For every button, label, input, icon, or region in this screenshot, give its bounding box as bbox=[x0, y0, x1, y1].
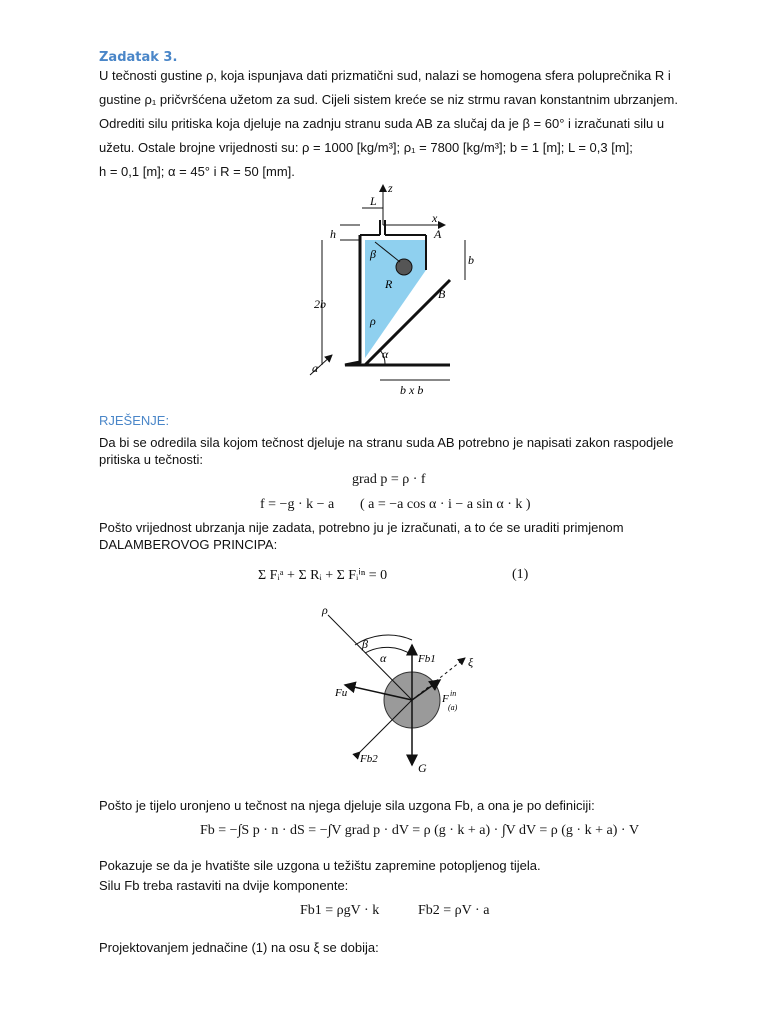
equation-a: ( a = −a cos α · i − a sin α · k ) bbox=[360, 497, 531, 512]
label-beta: β bbox=[370, 247, 376, 261]
task-statement bbox=[99, 64, 687, 184]
vessel-figure bbox=[300, 180, 490, 405]
statement-line: h = 0,1 [m]; α = 45° i R = 50 [mm]. bbox=[99, 164, 295, 179]
label-g: G bbox=[418, 761, 427, 775]
label-fb1: Fb1 bbox=[418, 653, 436, 665]
equation-dalambert: Σ Fᵢᵃ + Σ Rᵢ + Σ Fᵢⁱⁿ = 0 bbox=[258, 568, 388, 583]
paragraph-projection: Projektovanjem jednačine (1) na osu ξ se dobija: bbox=[99, 940, 379, 955]
force-figure bbox=[300, 600, 490, 780]
paragraph-accel-line: Pošto vrijednost ubrzanja nije zadata, potrebno ju je izračunati, a to će se uraditi primjenom bbox=[99, 520, 624, 535]
label-2b: 2b bbox=[314, 297, 326, 311]
label-x: x bbox=[432, 211, 438, 225]
label-R: R bbox=[385, 277, 393, 291]
label-fin-sub: (a) bbox=[448, 703, 458, 712]
equation-grad-p: grad p = ρ · f bbox=[352, 472, 426, 487]
label-alpha: α bbox=[380, 651, 387, 665]
label-B: B bbox=[438, 287, 446, 301]
statement-line: U tečnosti gustine ρ, koja ispunjava dati prizmatični sud, nalazi se homogena sfera poluprečnika R i bbox=[99, 68, 671, 83]
equation-f: f = −g · k − a bbox=[260, 497, 335, 512]
label-fu: Fu bbox=[335, 687, 348, 699]
statement-line: Odrediti silu pritiska koja djeluje na zadnju stranu suda AB za slučaj da je β = 60° i izračunati silu u bbox=[99, 116, 665, 131]
label-bxb: b x b bbox=[400, 383, 424, 397]
sphere bbox=[396, 259, 412, 275]
label-xi: ξ bbox=[468, 655, 474, 669]
solution-intro-line: pritiska u tečnosti: bbox=[99, 452, 204, 467]
solution-intro-line: Da bi se odredila sila kojom tečnost djeluje na stranu suda AB potrebno je napisati zakon raspodjele bbox=[99, 435, 674, 450]
paragraph-accel-line: DALAMBEROVOG PRINCIPA: bbox=[99, 537, 278, 552]
statement-line: užetu. Ostale brojne vrijednosti su: ρ = 1000 [kg/m³]; ρ₁ = 7800 [kg/m³]; b = 1 [m]; L = 0,3 [m]; bbox=[99, 140, 633, 155]
label-L: L bbox=[370, 194, 377, 208]
label-rho: ρ bbox=[370, 314, 376, 328]
label-alpha: α bbox=[382, 347, 389, 361]
label-beta: β bbox=[362, 637, 368, 651]
solution-heading: RJEŠENJE: bbox=[99, 413, 170, 428]
label-fin-sup: in bbox=[450, 689, 457, 698]
equation-buoyancy: Fb = −∫S p · n · dS = −∫V grad p · dV = ρ (g · k + a) · ∫V dV = ρ (g · k + a) · V bbox=[200, 823, 640, 838]
task-heading: Zadatak 3. bbox=[99, 50, 178, 65]
equation-number: (1) bbox=[512, 567, 529, 582]
equation-fb1: Fb1 = ρgV · k bbox=[300, 903, 380, 918]
label-A: A bbox=[434, 227, 442, 241]
statement-line: gustine ρ₁ pričvršćena užetom za sud. Cijeli sistem kreće se niz strmu ravan konstantnim ubrzanjem. bbox=[99, 92, 678, 107]
label-b: b bbox=[468, 253, 474, 267]
paragraph-split: Silu Fb treba rastaviti na dvije komponente: bbox=[99, 878, 349, 893]
paragraph-buoyancy: Pošto je tijelo uronjeno u tečnost na njega djeluje sila uzgona Fb, a ona je po definiciji: bbox=[99, 798, 595, 813]
label-rho: ρ bbox=[322, 603, 328, 617]
label-h: h bbox=[330, 227, 336, 241]
label-z: z bbox=[388, 181, 393, 195]
equation-fb2: Fb2 = ρV · a bbox=[418, 903, 490, 918]
label-fin: F bbox=[442, 693, 449, 705]
label-fb2: Fb2 bbox=[360, 753, 378, 765]
paragraph-center: Pokazuje se da je hvatište sile uzgona u težištu zapremine potopljenog tijela. bbox=[99, 858, 541, 873]
label-a: a bbox=[312, 361, 318, 375]
